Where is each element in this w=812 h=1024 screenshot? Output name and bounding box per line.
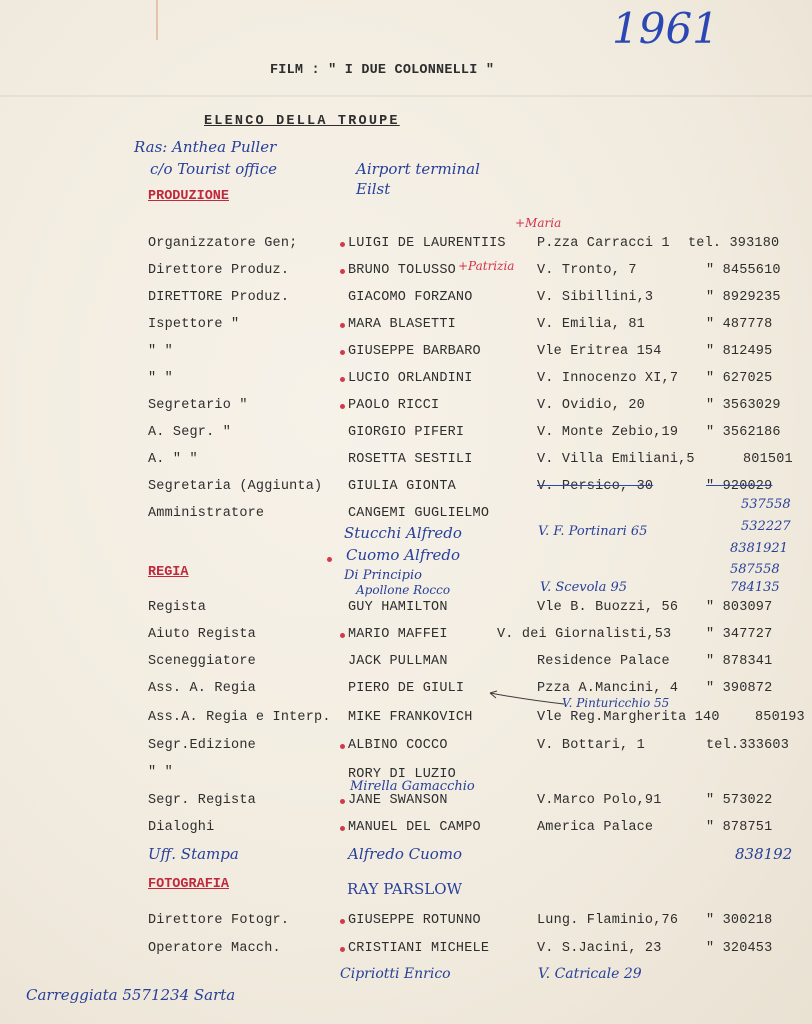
note-principio-tel: 587558 [730,562,780,577]
note-stucchi-address: V. F. Portinari 65 [538,524,648,539]
red-check-mark [327,557,332,562]
address-cell: Vle B. Buozzi, 56 [537,600,679,615]
address-cell: V. dei Giornalisti,53 [497,627,672,642]
tel-cell: " 3563029 [706,398,781,413]
name-cell: MARA BLASETTI [348,317,456,332]
tel-cell: " 8929235 [706,290,781,305]
address-cell: Vle Eritrea 154 [537,344,662,359]
name-cell: GUY HAMILTON [348,600,448,615]
red-check-mark [340,826,345,831]
tel-cell: " 803097 [706,600,773,615]
address-cell: Pzza A.Mancini, 4 [537,681,679,696]
red-check-mark [340,947,345,952]
note-cuomo-tel: 8381921 [730,541,788,556]
role-cell: " " [148,371,173,386]
tel-cell: " 487778 [706,317,773,332]
section-produzione: PRODUZIONE [148,189,230,204]
name-cell: RORY DI LUZIO [348,767,456,782]
note-ras: Ras: Anthea Puller [134,138,277,156]
red-check-mark [340,799,345,804]
note-uff-stampa: Uff. Stampa [148,845,239,863]
tel-cell: " 878751 [706,820,773,835]
role-cell: Amministratore [148,506,265,521]
note-principio: Di Principio [344,568,422,583]
role-cell: A. Segr. " [148,425,232,440]
name-cell: MIKE FRANKOVICH [348,710,473,725]
note-cipriotti-address: V. Catricale 29 [538,966,642,982]
tel-cell: 801501 [743,452,793,467]
role-cell: Direttore Produz. [148,263,290,278]
note-cipriotti: Cipriotti Enrico [340,966,451,982]
note-eilst: Eilst [356,180,391,198]
tel-cell: tel.333603 [706,738,790,753]
name-cell: MANUEL DEL CAMPO [348,820,481,835]
role-cell: Sceneggiatore [148,654,256,669]
crew-list-title: ELENCO DELLA TROUPE [204,114,400,129]
name-cell: GIORGIO PIFERI [348,425,465,440]
red-check-mark [340,269,345,274]
red-check-mark [340,350,345,355]
name-cell: ALBINO COCCO [348,738,448,753]
name-cell: GIUSEPPE ROTUNNO [348,913,481,928]
note-alfredo-tel: 838192 [735,845,793,863]
note-apollone-address: V. Scevola 95 [540,580,628,595]
note-alfredo: Alfredo Cuomo [348,845,463,863]
address-cell: V. Monte Zebio,19 [537,425,679,440]
role-cell: Segr.Edizione [148,738,256,753]
red-check-mark [340,323,345,328]
note-airport: Airport terminal [356,160,480,178]
name-cell: ROSETTA SESTILI [348,452,473,467]
role-cell: Aiuto Regista [148,627,256,642]
role-cell: DIRETTORE Produz. [148,290,290,305]
tel-cell: " 320453 [706,941,773,956]
name-cell: MARIO MAFFEI [348,627,448,642]
address-cell: V. Tronto, 7 [537,263,637,278]
address-cell: Vle Reg.Margherita 140 [537,710,720,725]
name-cell: JANE SWANSON [348,793,448,808]
name-cell: GIUSEPPE BARBARO [348,344,481,359]
red-check-mark [340,404,345,409]
role-cell: Organizzatore Gen; [148,236,298,251]
address-cell: V. Villa Emiliani,5 [537,452,695,467]
arrow-annotation [488,690,568,710]
paper-crease [0,95,812,97]
role-cell: Segretario " [148,398,248,413]
note-bottom: Carreggiata 5571234 Sarta [26,986,236,1004]
name-cell: JACK PULLMAN [348,654,448,669]
name-cell: BRUNO TOLUSSO [348,263,456,278]
tel-cell: " 347727 [706,627,773,642]
red-check-mark [340,633,345,638]
note-maria: +Maria [515,216,562,230]
name-cell: LUCIO ORLANDINI [348,371,473,386]
red-check-mark [340,377,345,382]
name-cell: CANGEMI GUGLIELMO [348,506,490,521]
address-cell: V. Sibillini,3 [537,290,654,305]
tel-cell: " 812495 [706,344,773,359]
paper-stain [156,0,158,40]
tel-cell: " 3562186 [706,425,781,440]
role-cell: Direttore Fotogr. [148,913,290,928]
note-stucchi: Stucchi Alfredo [344,524,462,542]
address-cell: V.Marco Polo,91 [537,793,662,808]
tel-cell: " 8455610 [706,263,781,278]
address-cell-struck: V. Persico, 30 [537,479,654,494]
role-cell: Dialoghi [148,820,215,835]
tel-cell: " 390872 [706,681,773,696]
section-regia: REGIA [148,565,189,580]
name-cell: PAOLO RICCI [348,398,440,413]
section-fotografia: FOTOGRAFIA [148,877,230,892]
red-check-mark [340,744,345,749]
role-cell: Ispettore " [148,317,240,332]
tel-cell: " 300218 [706,913,773,928]
note-mirella: Mirella Gamacchio [350,779,475,794]
note-patrizia: +Patrizia [458,259,515,273]
film-title: FILM : " I DUE COLONNELLI " [270,63,495,78]
address-cell: V. S.Jacini, 23 [537,941,662,956]
note-apollone: Apollone Rocco [356,583,451,597]
note-cuomo: Cuomo Alfredo [346,546,461,564]
role-cell: Segretaria (Aggiunta) [148,479,323,494]
address-cell: Lung. Flaminio,76 [537,913,679,928]
address-cell: Residence Palace [537,654,670,669]
role-cell: Operatore Macch. [148,941,281,956]
role-cell: Regista [148,600,207,615]
note-pinturicchio: V. Pinturicchio 55 [562,696,670,710]
role-cell: " " [148,344,173,359]
name-cell: GIACOMO FORZANO [348,290,473,305]
note-stucchi-tel: 532227 [741,519,791,534]
tel-cell: tel. 393180 [688,236,780,251]
tel-cell: " 627025 [706,371,773,386]
address-cell: America Palace [537,820,654,835]
name-cell: PIERO DE GIULI [348,681,465,696]
note-tourist-office: c/o Tourist office [150,160,277,178]
name-cell: GIULIA GIONTA [348,479,456,494]
note-ray-parslow: RAY PARSLOW [347,880,462,898]
note-apollone-tel: 784135 [730,580,780,595]
name-cell: LUIGI DE LAURENTIIS [348,236,506,251]
tel-cell: " 573022 [706,793,773,808]
handwritten-year: 1961 [612,4,719,53]
name-cell: CRISTIANI MICHELE [348,941,490,956]
address-cell: V. Bottari, 1 [537,738,645,753]
tel-cell: 850193 [755,710,805,725]
note-cangemi-tel: 537558 [741,497,791,512]
address-cell: V. Innocenzo XI,7 [537,371,679,386]
role-cell: " " [148,765,173,780]
role-cell: Segr. Regista [148,793,256,808]
role-cell: A. " " [148,452,198,467]
address-cell: V. Ovidio, 20 [537,398,645,413]
address-cell: V. Emilia, 81 [537,317,645,332]
red-check-mark [340,242,345,247]
address-cell: P.zza Carracci 1 [537,236,670,251]
role-cell: Ass. A. Regia [148,681,256,696]
red-check-mark [340,919,345,924]
tel-cell-struck: " 920029 [706,479,773,494]
role-cell: Ass.A. Regia e Interp. [148,710,331,725]
tel-cell: " 878341 [706,654,773,669]
